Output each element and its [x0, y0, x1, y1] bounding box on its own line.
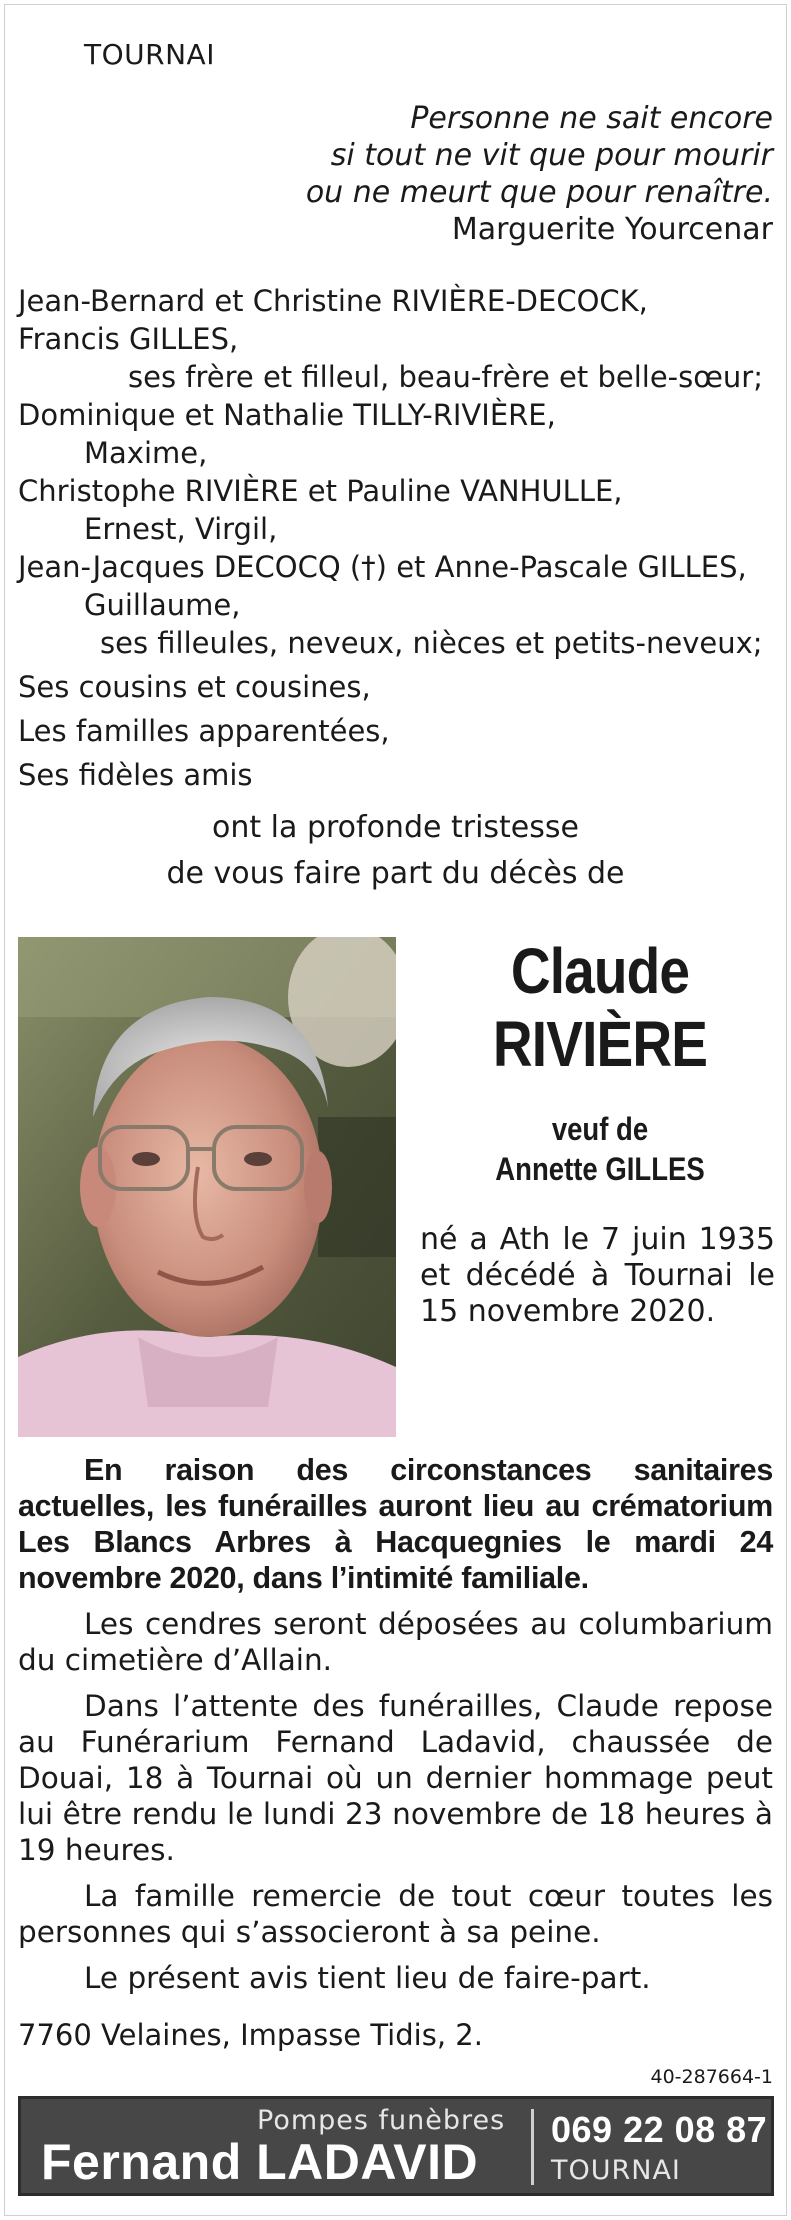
reference-number: 40-287664-1 — [650, 2066, 773, 2088]
life-dates — [420, 1222, 775, 1330]
family-child-line: Guillaume, — [84, 588, 241, 622]
advert-town: TOURNAI — [551, 2155, 681, 2186]
poem-author: Marguerite Yourcenar — [451, 212, 773, 247]
family-relation-line: ses frère et filleul, beau-frère et belle-sœur; — [128, 360, 763, 394]
advert-brand: Fernand LADAVID — [41, 2134, 479, 2190]
announcement-line: de vous faire part du décès de — [166, 856, 625, 891]
portrait-image — [18, 937, 396, 1437]
family-line: Christophe RIVIÈRE et Pauline VANHULLE, — [18, 474, 623, 508]
widow-line: veuf de — [551, 1111, 649, 1147]
funeral-details — [18, 1452, 773, 2006]
advert-tagline: Pompes funèbres — [257, 2105, 506, 2136]
deceased-last-name: RIVIÈRE — [492, 1008, 708, 1080]
family-line: Francis GILLES, — [18, 322, 239, 356]
death-line: et décédé à Tournai le — [420, 1258, 775, 1293]
advert-divider — [531, 2109, 534, 2185]
ashes-paragraph: Les cendres seront déposées au columbarium du cimetière d’Allain. — [18, 1607, 773, 1677]
birth-line: né a Ath le 7 juin 1935 — [420, 1222, 775, 1257]
family-child-line: Maxime, — [84, 436, 208, 470]
thanks-paragraph: La famille remercie de tout cœur toutes les personnes qui s’associeront à sa peine. — [18, 1879, 773, 1949]
notice-paragraph: Le présent avis tient lieu de faire-part. — [84, 1961, 651, 1995]
funeral-home-advert — [18, 2096, 774, 2196]
family-line: Jean-Jacques DECOCQ (†) et Anne-Pascale GILLES, — [18, 550, 747, 584]
family-child-line: Ernest, Virgil, — [84, 512, 278, 546]
portrait-photo — [18, 937, 396, 1437]
family-line: Dominique et Nathalie TILLY-RIVIÈRE, — [18, 398, 556, 432]
advert-phone: 069 22 08 87 — [551, 2109, 768, 2150]
deceased-first-name: Claude — [510, 935, 690, 1007]
deceased-name-block — [430, 935, 770, 1189]
poem-line: Personne ne sait encore — [410, 101, 773, 136]
family-list — [18, 282, 778, 794]
funeral-arrangements: En raison des circonstances sanitaires actuelles, les funérailles auront lieu au crématorium Les Blancs Arbres à Hacquegnies le mardi 24 novembre 2020, dans l’intimité familiale. — [18, 1453, 773, 1595]
city-heading: TOURNAI — [84, 38, 215, 71]
family-address: 7760 Velaines, Impasse Tidis, 2. — [18, 2018, 483, 2052]
poem-line: si tout ne vit que pour mourir — [330, 138, 773, 173]
death-date-line: 15 novembre 2020. — [420, 1294, 716, 1329]
family-line: Ses fidèles amis — [18, 758, 253, 792]
announcement-line: ont la profonde tristesse — [212, 810, 579, 845]
widow-spouse-line: Annette GILLES — [495, 1151, 705, 1187]
poem-line: ou ne meurt que pour renaître. — [305, 175, 773, 210]
family-relation-line: ses filleules, neveux, nièces et petits-neveux; — [100, 626, 763, 660]
family-line: Ses cousins et cousines, — [18, 670, 371, 704]
funerarium-paragraph: Dans l’attente des funérailles, Claude repose au Funérarium Fernand Ladavid, chaussée de Douai, 18 à Tournai où un dernier hommage peut lui être rendu le lundi 23 novembre de 18 heures à 19 heures. — [18, 1689, 773, 1867]
family-line: Jean-Bernard et Christine RIVIÈRE-DECOCK, — [18, 284, 648, 318]
poem-quote — [213, 100, 773, 248]
family-line: Les familles apparentées, — [18, 714, 390, 748]
